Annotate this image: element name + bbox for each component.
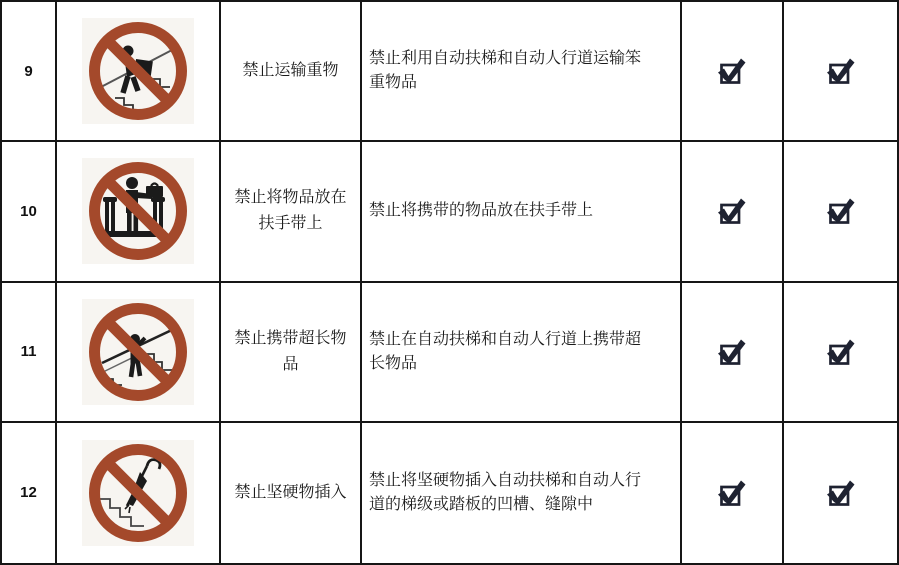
sign-description: 禁止利用自动扶梯和自动人行道运输笨重物品 <box>369 50 642 92</box>
checkbox-cell-1[interactable] <box>682 423 784 563</box>
sign-name-cell <box>221 423 362 563</box>
sign-name: 禁止运输重物 <box>242 62 339 80</box>
checkbox-cell-2[interactable] <box>784 283 897 423</box>
row-number: 12 <box>2 423 57 563</box>
sign-description-cell <box>362 283 682 423</box>
sign-description-cell <box>362 423 682 563</box>
sign-description-cell <box>362 2 682 142</box>
sign-image-background <box>82 158 194 264</box>
checked-checkbox-icon[interactable] <box>826 479 856 507</box>
row-number: 9 <box>2 2 57 142</box>
checked-checkbox-icon[interactable] <box>717 57 747 85</box>
checked-checkbox-icon[interactable] <box>826 57 856 85</box>
no-transporting-heavy-objects-icon <box>88 21 188 121</box>
sign-icon-cell <box>57 2 221 142</box>
checked-checkbox-icon[interactable] <box>717 197 747 225</box>
sign-image-background <box>82 299 194 405</box>
sign-description: 禁止将携带的物品放在扶手带上 <box>369 202 594 220</box>
row-number: 10 <box>2 142 57 282</box>
sign-name-cell <box>221 283 362 423</box>
checked-checkbox-icon[interactable] <box>826 197 856 225</box>
sign-icon-cell <box>57 142 221 282</box>
sign-description: 禁止将坚硬物插入自动扶梯和自动人行道的梯级或踏板的凹槽、缝隙中 <box>369 471 642 513</box>
no-overlong-objects-icon <box>88 302 188 402</box>
sign-icon-cell <box>57 423 221 563</box>
sign-name: 禁止坚硬物插入 <box>234 483 347 501</box>
checkbox-cell-1[interactable] <box>682 142 784 282</box>
no-hard-object-insertion-icon <box>88 443 188 543</box>
sign-image-background <box>82 18 194 124</box>
checkbox-cell-1[interactable] <box>682 283 784 423</box>
checkbox-cell-2[interactable] <box>784 2 897 142</box>
row-number: 11 <box>2 283 57 423</box>
sign-name-cell <box>221 2 362 142</box>
sign-name-cell <box>221 142 362 282</box>
checkbox-cell-1[interactable] <box>682 2 784 142</box>
sign-name: 禁止携带超长物品 <box>234 329 347 373</box>
checked-checkbox-icon[interactable] <box>826 338 856 366</box>
checkbox-cell-2[interactable] <box>784 142 897 282</box>
no-items-on-handrail-icon <box>88 161 188 261</box>
sign-name: 禁止将物品放在扶手带上 <box>234 189 347 233</box>
checked-checkbox-icon[interactable] <box>717 479 747 507</box>
checkbox-cell-2[interactable] <box>784 423 897 563</box>
sign-image-background <box>82 440 194 546</box>
checked-checkbox-icon[interactable] <box>717 338 747 366</box>
sign-description: 禁止在自动扶梯和自动人行道上携带超长物品 <box>369 330 642 372</box>
sign-icon-cell <box>57 283 221 423</box>
sign-description-cell <box>362 142 682 282</box>
